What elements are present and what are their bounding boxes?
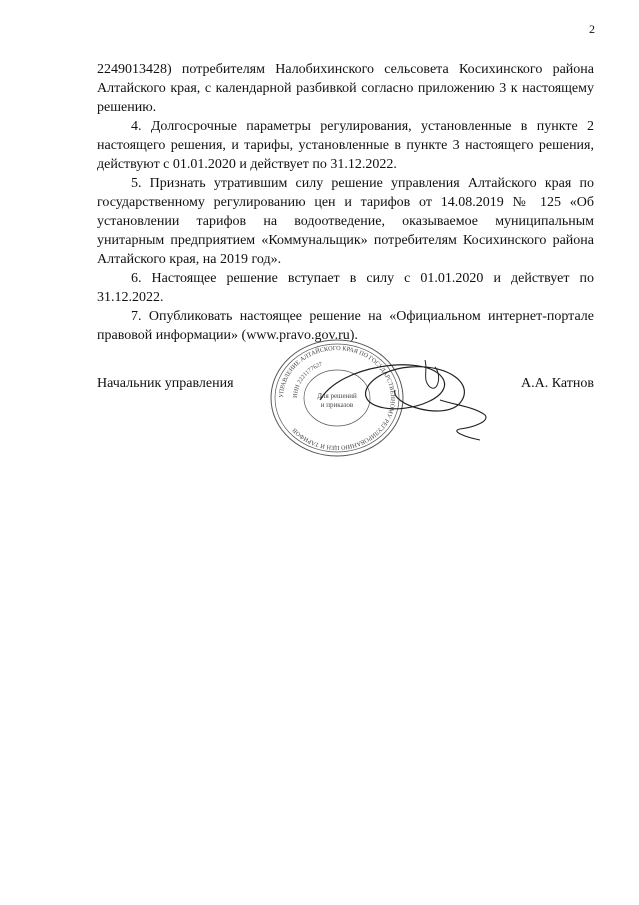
signatory-name: А.А. Катнов	[521, 376, 594, 391]
page-number: 2	[589, 22, 595, 36]
paragraph-continuation: 2249013428) потребителям Налобихинского сельсовета Косихинского района Алтайского края, с календарной разбивкой согласно приложению 3 к настоящему решению.	[97, 62, 594, 115]
stamp-center-line2: и приказов	[320, 401, 354, 409]
paragraph-6: 6. Настоящее решение вступает в силу с 01.01.2020 и действует по 31.12.2022.	[97, 271, 594, 305]
stamp-center-line1: Для решений	[317, 392, 357, 400]
paragraph-5: 5. Признать утратившим силу решение управления Алтайского края по государственному регулированию цен и тарифов от 14.08.2019 № 125 «Об установлении тарифов на водоотведение, оказываемое муниципальным унитарным предприятием «Коммунальщик» потребителям Косихинского района Алтайского края, на 2019 год».	[97, 176, 594, 267]
paragraph-7: 7. Опубликовать настоящее решение на «Официальном интернет-портале правовой информации» (www.pravo.gov.ru).	[97, 309, 594, 343]
stamp-inner-text: ИНН 2221177627	[292, 361, 324, 399]
handwritten-signature	[300, 345, 500, 455]
document-body	[97, 60, 594, 345]
stamp-outer-text: УПРАВЛЕНИЕ АЛТАЙСКОГО КРАЯ ПО ГОСУДАРСТВЕННОМУ РЕГУЛИРОВАНИЮ ЦЕН И ТАРИФОВ	[277, 344, 397, 452]
paragraph-4: 4. Долгосрочные параметры регулирования, установленные в пункте 2 настоящего решения, и тарифы, установленные в пункте 3 настоящего решения, действуют с 01.01.2020 и действует по 31.12.2022.	[97, 119, 594, 172]
signatory-title: Начальник управления	[97, 376, 234, 391]
